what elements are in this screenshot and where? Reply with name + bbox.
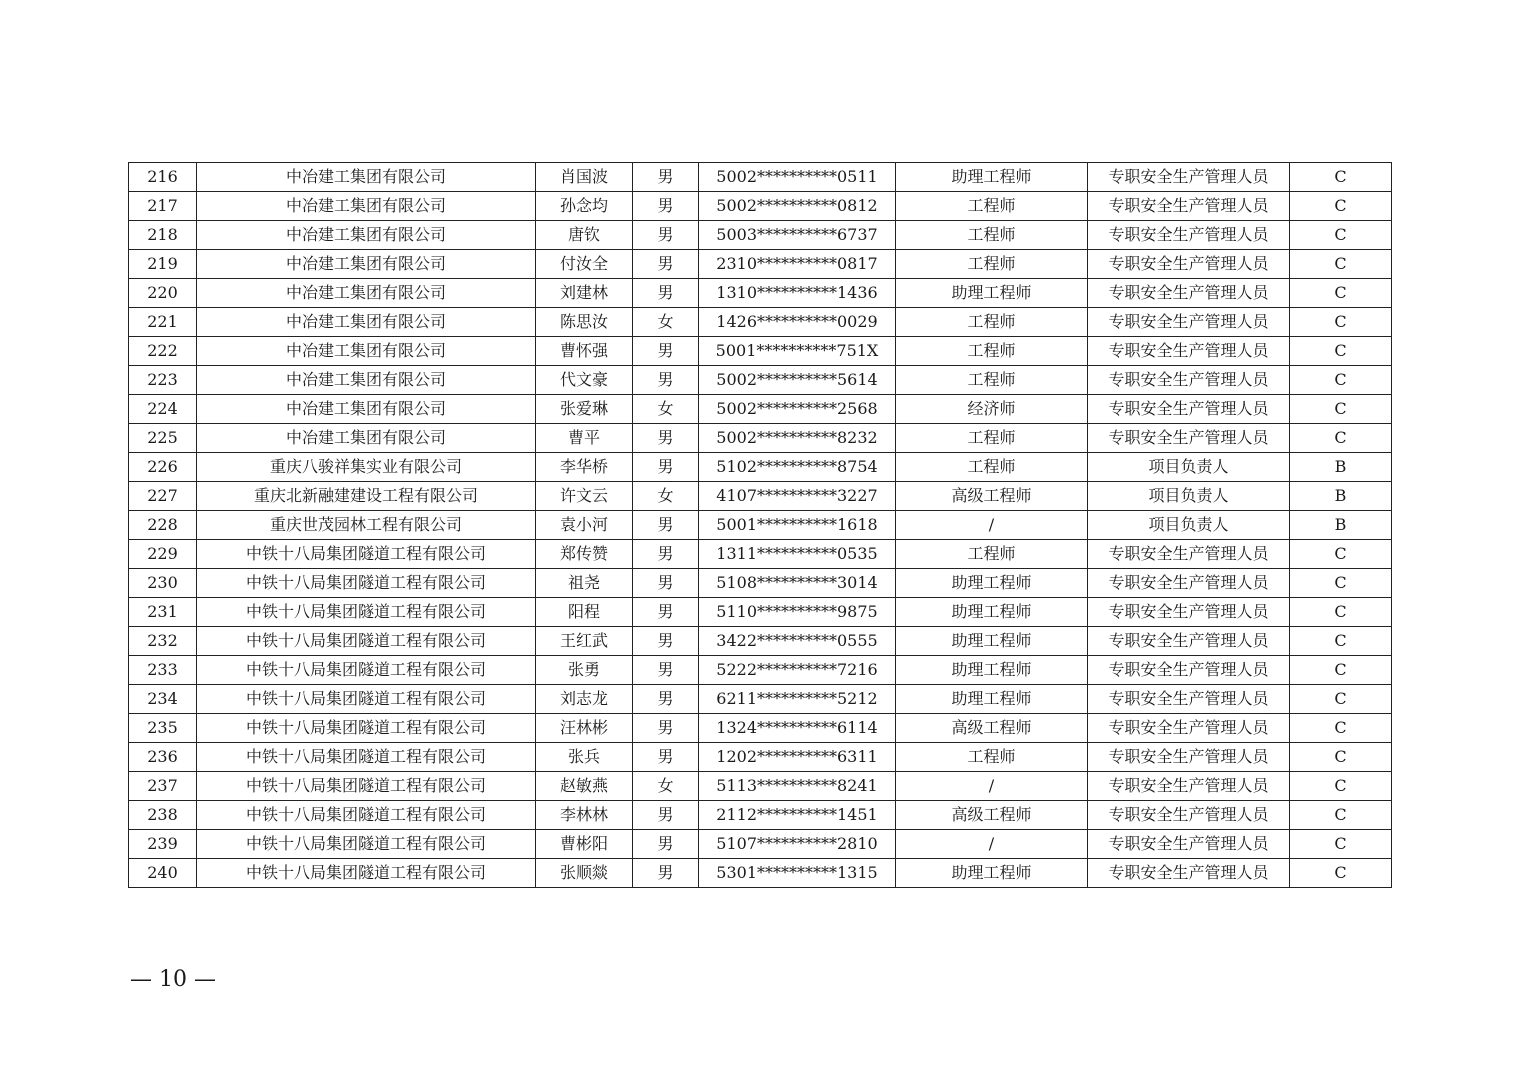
position-cell: 专职安全生产管理人员 bbox=[1088, 424, 1290, 453]
position-cell: 专职安全生产管理人员 bbox=[1088, 250, 1290, 279]
professional-title-cell: 工程师 bbox=[896, 424, 1088, 453]
position-cell: 专职安全生产管理人员 bbox=[1088, 337, 1290, 366]
professional-title-cell: 助理工程师 bbox=[896, 656, 1088, 685]
professional-title-cell: 助理工程师 bbox=[896, 627, 1088, 656]
company-name-cell: 中铁十八局集团隧道工程有限公司 bbox=[197, 714, 536, 743]
person-name-cell: 李林林 bbox=[536, 801, 633, 830]
person-name-cell: 曹怀强 bbox=[536, 337, 633, 366]
person-name-cell: 祖尧 bbox=[536, 569, 633, 598]
position-cell: 专职安全生产管理人员 bbox=[1088, 830, 1290, 859]
gender-cell: 男 bbox=[633, 656, 699, 685]
table-row bbox=[129, 830, 1392, 859]
company-name-cell: 中铁十八局集团隧道工程有限公司 bbox=[197, 540, 536, 569]
gender-cell: 男 bbox=[633, 366, 699, 395]
row-number-cell: 217 bbox=[129, 192, 197, 221]
gender-cell: 男 bbox=[633, 801, 699, 830]
person-name-cell: 王红武 bbox=[536, 627, 633, 656]
person-name-cell: 袁小河 bbox=[536, 511, 633, 540]
company-name-cell: 中冶建工集团有限公司 bbox=[197, 163, 536, 192]
position-cell: 专职安全生产管理人员 bbox=[1088, 627, 1290, 656]
gender-cell: 男 bbox=[633, 685, 699, 714]
table-row bbox=[129, 221, 1392, 250]
id-number-cell: 5002**********0511 bbox=[699, 163, 896, 192]
page-number: — 10 — bbox=[130, 967, 216, 992]
person-name-cell: 刘志龙 bbox=[536, 685, 633, 714]
gender-cell: 女 bbox=[633, 772, 699, 801]
person-name-cell: 许文云 bbox=[536, 482, 633, 511]
position-cell: 专职安全生产管理人员 bbox=[1088, 714, 1290, 743]
person-name-cell: 赵敏燕 bbox=[536, 772, 633, 801]
person-name-cell: 曹平 bbox=[536, 424, 633, 453]
id-number-cell: 5107**********2810 bbox=[699, 830, 896, 859]
gender-cell: 男 bbox=[633, 337, 699, 366]
company-name-cell: 中冶建工集团有限公司 bbox=[197, 221, 536, 250]
row-number-cell: 233 bbox=[129, 656, 197, 685]
personnel-table-body bbox=[129, 163, 1392, 888]
table-row bbox=[129, 163, 1392, 192]
table-row bbox=[129, 366, 1392, 395]
row-number-cell: 227 bbox=[129, 482, 197, 511]
row-number-cell: 229 bbox=[129, 540, 197, 569]
row-number-cell: 219 bbox=[129, 250, 197, 279]
id-number-cell: 1310**********1436 bbox=[699, 279, 896, 308]
grade-cell: C bbox=[1290, 250, 1392, 279]
personnel-table bbox=[128, 162, 1392, 888]
company-name-cell: 中铁十八局集团隧道工程有限公司 bbox=[197, 627, 536, 656]
row-number-cell: 226 bbox=[129, 453, 197, 482]
table-row bbox=[129, 250, 1392, 279]
professional-title-cell: 高级工程师 bbox=[896, 801, 1088, 830]
grade-cell: C bbox=[1290, 192, 1392, 221]
id-number-cell: 1311**********0535 bbox=[699, 540, 896, 569]
grade-cell: C bbox=[1290, 424, 1392, 453]
table-row bbox=[129, 308, 1392, 337]
grade-cell: C bbox=[1290, 569, 1392, 598]
grade-cell: B bbox=[1290, 511, 1392, 540]
table-row bbox=[129, 743, 1392, 772]
row-number-cell: 237 bbox=[129, 772, 197, 801]
company-name-cell: 中冶建工集团有限公司 bbox=[197, 424, 536, 453]
person-name-cell: 唐钦 bbox=[536, 221, 633, 250]
gender-cell: 男 bbox=[633, 714, 699, 743]
person-name-cell: 张顺燚 bbox=[536, 859, 633, 888]
gender-cell: 男 bbox=[633, 424, 699, 453]
id-number-cell: 5110**********9875 bbox=[699, 598, 896, 627]
company-name-cell: 中冶建工集团有限公司 bbox=[197, 250, 536, 279]
table-row bbox=[129, 801, 1392, 830]
table-row bbox=[129, 569, 1392, 598]
table-row bbox=[129, 656, 1392, 685]
professional-title-cell: 工程师 bbox=[896, 192, 1088, 221]
person-name-cell: 刘建林 bbox=[536, 279, 633, 308]
company-name-cell: 中冶建工集团有限公司 bbox=[197, 395, 536, 424]
id-number-cell: 5002**********0812 bbox=[699, 192, 896, 221]
row-number-cell: 222 bbox=[129, 337, 197, 366]
row-number-cell: 228 bbox=[129, 511, 197, 540]
gender-cell: 男 bbox=[633, 250, 699, 279]
company-name-cell: 中铁十八局集团隧道工程有限公司 bbox=[197, 859, 536, 888]
grade-cell: C bbox=[1290, 859, 1392, 888]
company-name-cell: 中冶建工集团有限公司 bbox=[197, 366, 536, 395]
person-name-cell: 李华桥 bbox=[536, 453, 633, 482]
gender-cell: 女 bbox=[633, 482, 699, 511]
person-name-cell: 代文豪 bbox=[536, 366, 633, 395]
position-cell: 专职安全生产管理人员 bbox=[1088, 598, 1290, 627]
grade-cell: C bbox=[1290, 743, 1392, 772]
row-number-cell: 230 bbox=[129, 569, 197, 598]
company-name-cell: 重庆世茂园林工程有限公司 bbox=[197, 511, 536, 540]
grade-cell: C bbox=[1290, 163, 1392, 192]
id-number-cell: 1426**********0029 bbox=[699, 308, 896, 337]
professional-title-cell: 工程师 bbox=[896, 453, 1088, 482]
company-name-cell: 中铁十八局集团隧道工程有限公司 bbox=[197, 743, 536, 772]
grade-cell: C bbox=[1290, 221, 1392, 250]
row-number-cell: 238 bbox=[129, 801, 197, 830]
table-row bbox=[129, 540, 1392, 569]
grade-cell: C bbox=[1290, 656, 1392, 685]
professional-title-cell: 工程师 bbox=[896, 337, 1088, 366]
table-row bbox=[129, 772, 1392, 801]
table-row bbox=[129, 192, 1392, 221]
id-number-cell: 4107**********3227 bbox=[699, 482, 896, 511]
person-name-cell: 张爱琳 bbox=[536, 395, 633, 424]
gender-cell: 男 bbox=[633, 830, 699, 859]
gender-cell: 女 bbox=[633, 395, 699, 424]
id-number-cell: 5001**********1618 bbox=[699, 511, 896, 540]
professional-title-cell: 助理工程师 bbox=[896, 279, 1088, 308]
id-number-cell: 5222**********7216 bbox=[699, 656, 896, 685]
id-number-cell: 1202**********6311 bbox=[699, 743, 896, 772]
company-name-cell: 重庆八骏祥集实业有限公司 bbox=[197, 453, 536, 482]
grade-cell: C bbox=[1290, 714, 1392, 743]
table-row bbox=[129, 482, 1392, 511]
grade-cell: C bbox=[1290, 366, 1392, 395]
table-row bbox=[129, 859, 1392, 888]
row-number-cell: 235 bbox=[129, 714, 197, 743]
gender-cell: 男 bbox=[633, 569, 699, 598]
position-cell: 专职安全生产管理人员 bbox=[1088, 366, 1290, 395]
position-cell: 项目负责人 bbox=[1088, 453, 1290, 482]
company-name-cell: 重庆北新融建建设工程有限公司 bbox=[197, 482, 536, 511]
professional-title-cell: / bbox=[896, 511, 1088, 540]
person-name-cell: 张兵 bbox=[536, 743, 633, 772]
position-cell: 专职安全生产管理人员 bbox=[1088, 221, 1290, 250]
gender-cell: 男 bbox=[633, 859, 699, 888]
company-name-cell: 中铁十八局集团隧道工程有限公司 bbox=[197, 569, 536, 598]
person-name-cell: 付汝全 bbox=[536, 250, 633, 279]
id-number-cell: 5301**********1315 bbox=[699, 859, 896, 888]
person-name-cell: 张勇 bbox=[536, 656, 633, 685]
professional-title-cell: 工程师 bbox=[896, 221, 1088, 250]
table-row bbox=[129, 685, 1392, 714]
table-row bbox=[129, 395, 1392, 424]
position-cell: 专职安全生产管理人员 bbox=[1088, 801, 1290, 830]
company-name-cell: 中铁十八局集团隧道工程有限公司 bbox=[197, 598, 536, 627]
position-cell: 专职安全生产管理人员 bbox=[1088, 569, 1290, 598]
gender-cell: 男 bbox=[633, 511, 699, 540]
id-number-cell: 2310**********0817 bbox=[699, 250, 896, 279]
professional-title-cell: 高级工程师 bbox=[896, 714, 1088, 743]
table-row bbox=[129, 424, 1392, 453]
id-number-cell: 5108**********3014 bbox=[699, 569, 896, 598]
id-number-cell: 5003**********6737 bbox=[699, 221, 896, 250]
row-number-cell: 216 bbox=[129, 163, 197, 192]
grade-cell: C bbox=[1290, 395, 1392, 424]
grade-cell: C bbox=[1290, 279, 1392, 308]
person-name-cell: 肖国波 bbox=[536, 163, 633, 192]
gender-cell: 男 bbox=[633, 192, 699, 221]
id-number-cell: 5002**********8232 bbox=[699, 424, 896, 453]
position-cell: 项目负责人 bbox=[1088, 511, 1290, 540]
grade-cell: C bbox=[1290, 337, 1392, 366]
professional-title-cell: 工程师 bbox=[896, 366, 1088, 395]
company-name-cell: 中铁十八局集团隧道工程有限公司 bbox=[197, 801, 536, 830]
table-row bbox=[129, 279, 1392, 308]
id-number-cell: 6211**********5212 bbox=[699, 685, 896, 714]
position-cell: 专职安全生产管理人员 bbox=[1088, 308, 1290, 337]
professional-title-cell: 经济师 bbox=[896, 395, 1088, 424]
gender-cell: 男 bbox=[633, 627, 699, 656]
grade-cell: C bbox=[1290, 540, 1392, 569]
professional-title-cell: / bbox=[896, 772, 1088, 801]
position-cell: 专职安全生产管理人员 bbox=[1088, 540, 1290, 569]
gender-cell: 男 bbox=[633, 221, 699, 250]
position-cell: 专职安全生产管理人员 bbox=[1088, 743, 1290, 772]
table-row bbox=[129, 337, 1392, 366]
position-cell: 专职安全生产管理人员 bbox=[1088, 163, 1290, 192]
gender-cell: 男 bbox=[633, 743, 699, 772]
professional-title-cell: 助理工程师 bbox=[896, 685, 1088, 714]
company-name-cell: 中冶建工集团有限公司 bbox=[197, 192, 536, 221]
professional-title-cell: / bbox=[896, 830, 1088, 859]
position-cell: 专职安全生产管理人员 bbox=[1088, 192, 1290, 221]
row-number-cell: 225 bbox=[129, 424, 197, 453]
grade-cell: C bbox=[1290, 308, 1392, 337]
id-number-cell: 5102**********8754 bbox=[699, 453, 896, 482]
gender-cell: 男 bbox=[633, 163, 699, 192]
row-number-cell: 223 bbox=[129, 366, 197, 395]
row-number-cell: 218 bbox=[129, 221, 197, 250]
row-number-cell: 236 bbox=[129, 743, 197, 772]
professional-title-cell: 工程师 bbox=[896, 743, 1088, 772]
row-number-cell: 240 bbox=[129, 859, 197, 888]
id-number-cell: 2112**********1451 bbox=[699, 801, 896, 830]
row-number-cell: 221 bbox=[129, 308, 197, 337]
position-cell: 专职安全生产管理人员 bbox=[1088, 685, 1290, 714]
grade-cell: C bbox=[1290, 627, 1392, 656]
table-row bbox=[129, 714, 1392, 743]
row-number-cell: 231 bbox=[129, 598, 197, 627]
id-number-cell: 5113**********8241 bbox=[699, 772, 896, 801]
row-number-cell: 232 bbox=[129, 627, 197, 656]
id-number-cell: 5001**********751X bbox=[699, 337, 896, 366]
position-cell: 专职安全生产管理人员 bbox=[1088, 395, 1290, 424]
position-cell: 专职安全生产管理人员 bbox=[1088, 772, 1290, 801]
id-number-cell: 5002**********2568 bbox=[699, 395, 896, 424]
position-cell: 专职安全生产管理人员 bbox=[1088, 279, 1290, 308]
person-name-cell: 郑传赞 bbox=[536, 540, 633, 569]
id-number-cell: 1324**********6114 bbox=[699, 714, 896, 743]
professional-title-cell: 工程师 bbox=[896, 540, 1088, 569]
person-name-cell: 汪林彬 bbox=[536, 714, 633, 743]
professional-title-cell: 工程师 bbox=[896, 250, 1088, 279]
row-number-cell: 234 bbox=[129, 685, 197, 714]
professional-title-cell: 助理工程师 bbox=[896, 598, 1088, 627]
company-name-cell: 中铁十八局集团隧道工程有限公司 bbox=[197, 772, 536, 801]
professional-title-cell: 高级工程师 bbox=[896, 482, 1088, 511]
company-name-cell: 中铁十八局集团隧道工程有限公司 bbox=[197, 656, 536, 685]
table-row bbox=[129, 627, 1392, 656]
person-name-cell: 阳程 bbox=[536, 598, 633, 627]
grade-cell: C bbox=[1290, 685, 1392, 714]
gender-cell: 男 bbox=[633, 540, 699, 569]
position-cell: 专职安全生产管理人员 bbox=[1088, 656, 1290, 685]
grade-cell: C bbox=[1290, 772, 1392, 801]
professional-title-cell: 助理工程师 bbox=[896, 859, 1088, 888]
position-cell: 专职安全生产管理人员 bbox=[1088, 859, 1290, 888]
person-name-cell: 孙念均 bbox=[536, 192, 633, 221]
id-number-cell: 3422**********0555 bbox=[699, 627, 896, 656]
gender-cell: 女 bbox=[633, 308, 699, 337]
grade-cell: B bbox=[1290, 482, 1392, 511]
company-name-cell: 中铁十八局集团隧道工程有限公司 bbox=[197, 685, 536, 714]
gender-cell: 男 bbox=[633, 279, 699, 308]
professional-title-cell: 助理工程师 bbox=[896, 569, 1088, 598]
person-name-cell: 曹彬阳 bbox=[536, 830, 633, 859]
company-name-cell: 中冶建工集团有限公司 bbox=[197, 337, 536, 366]
company-name-cell: 中冶建工集团有限公司 bbox=[197, 279, 536, 308]
grade-cell: B bbox=[1290, 453, 1392, 482]
table-row bbox=[129, 598, 1392, 627]
person-name-cell: 陈思汝 bbox=[536, 308, 633, 337]
company-name-cell: 中铁十八局集团隧道工程有限公司 bbox=[197, 830, 536, 859]
table-row bbox=[129, 453, 1392, 482]
id-number-cell: 5002**********5614 bbox=[699, 366, 896, 395]
grade-cell: C bbox=[1290, 801, 1392, 830]
professional-title-cell: 助理工程师 bbox=[896, 163, 1088, 192]
gender-cell: 男 bbox=[633, 453, 699, 482]
row-number-cell: 220 bbox=[129, 279, 197, 308]
row-number-cell: 239 bbox=[129, 830, 197, 859]
position-cell: 项目负责人 bbox=[1088, 482, 1290, 511]
gender-cell: 男 bbox=[633, 598, 699, 627]
company-name-cell: 中冶建工集团有限公司 bbox=[197, 308, 536, 337]
table-row bbox=[129, 511, 1392, 540]
professional-title-cell: 工程师 bbox=[896, 308, 1088, 337]
grade-cell: C bbox=[1290, 598, 1392, 627]
row-number-cell: 224 bbox=[129, 395, 197, 424]
grade-cell: C bbox=[1290, 830, 1392, 859]
